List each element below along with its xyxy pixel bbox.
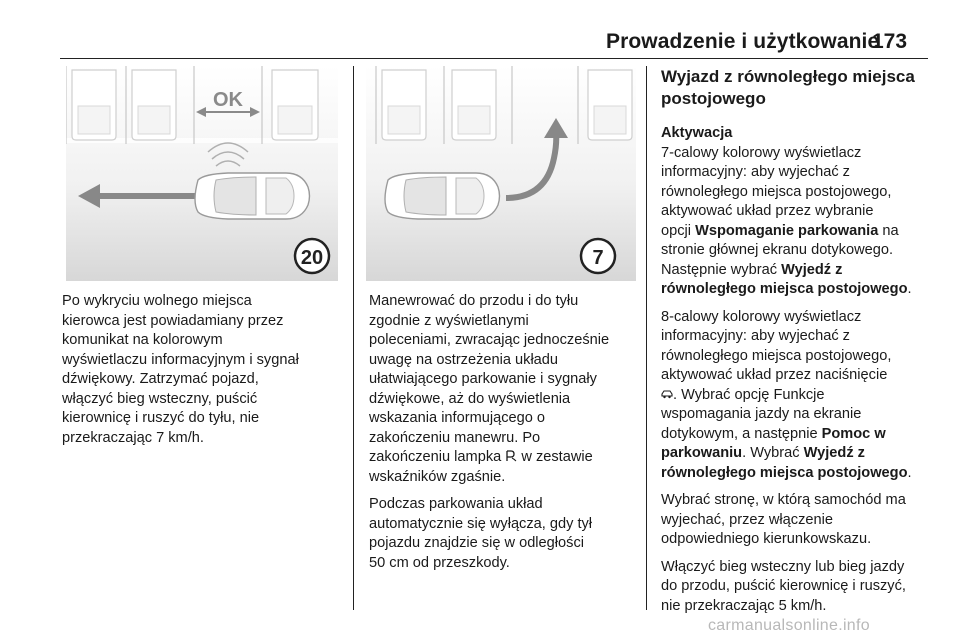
car-icon [661, 388, 673, 400]
paragraph: 8-calowy kolorowy wyświetlacz informacyjny: aby wyjechać z równoległego miejsca postojowego, aktywować układ przez naciśnięcie . Wybrać opcję Funkcje wspomagania jazdy na ekranie dotykowym, a następnie Pomoc w parkowaniu. Wybrać Wyjedź z równoległego miejsca postojowego. [661, 308, 912, 481]
moving-car [195, 173, 310, 219]
paragraph: Wybrać stronę, w którą samochód ma wyjechać, przez włączenie odpowiedniego kierunkowskazu. [661, 492, 906, 547]
exiting-car [385, 173, 500, 219]
parked-car-1 [382, 70, 426, 140]
parked-car-1 [72, 70, 116, 140]
paragraph: Aktywacja 7-calowy kolorowy wyświetlacz informacyjny: aby wyjechać z równoległego miejsca postojowego, aktywować układ przez wybranie opcji Wspomaganie parkowania na stronie głównej ekranu dotykowego. Następnie wybrać Wyjedź z równoległego miejsca postojowego. [661, 124, 951, 300]
page-number: 173 [872, 30, 908, 53]
svg-text:20: 20 [300, 247, 324, 269]
parked-car-3 [272, 70, 318, 140]
svg-text:7: 7 [592, 247, 604, 269]
paragraph: Po wykryciu wolnego miejsca kierowca jest powiadamiany przez komunikat na kolorowym wyświetlaczu informacyjnym i sygnał dźwiękowy. Zatrzymać pojazd, włączyć bieg wsteczny, puścić kierownicę i ruszyć do tyłu, nie przekraczając 7 km/h. [62, 293, 299, 446]
section-heading: Wyjazd z równoległego miejsca postojowego [661, 67, 915, 108]
paragraph: Manewrować do przodu i do tyłu zgodnie z wyświetlanymi poleceniami, zwracając jednocześnie uwagę na ostrzeżenia układu ułatwiającego parkowanie i sygnały dźwiękowe, aż do wyświetlenia wskazania informującego o zakończeniu manewru. Po zakończeniu lampka w zestawie wskaźników zgaśnie. [369, 293, 610, 485]
watermark: carmanualsonline.info [708, 617, 870, 634]
parking-exit-figure [366, 66, 636, 281]
paragraph: Włączyć bieg wsteczny lub bieg jazdy do przodu, puścić kierownicę i ruszyć, nie przekraczając 5 km/h. [661, 558, 906, 614]
column-1-text [62, 292, 350, 456]
parked-car-2 [132, 70, 176, 140]
column-3-text [661, 66, 951, 624]
column-divider-2 [646, 66, 647, 610]
parked-car-3 [588, 70, 632, 140]
figure-number-badge [295, 239, 329, 273]
header-rule [60, 58, 928, 59]
column-divider-1 [353, 66, 354, 610]
running-header-title: Prowadzenie i użytkowanie [606, 30, 880, 53]
parking-exit-illustration [366, 66, 636, 281]
parked-car-2 [452, 70, 496, 140]
parking-indicator-icon [505, 450, 517, 462]
figure-number-badge [581, 239, 615, 273]
parking-space-figure [66, 66, 338, 281]
parking-space-illustration [66, 66, 338, 281]
ok-label: OK [213, 89, 243, 111]
column-2-text [369, 292, 645, 581]
subheading-activation: Aktywacja [661, 125, 733, 141]
paragraph: Podczas parkowania układ automatycznie się wyłącza, gdy tył pojazdu znajdzie się w odległości 50 cm od przeszkody. [369, 496, 593, 571]
